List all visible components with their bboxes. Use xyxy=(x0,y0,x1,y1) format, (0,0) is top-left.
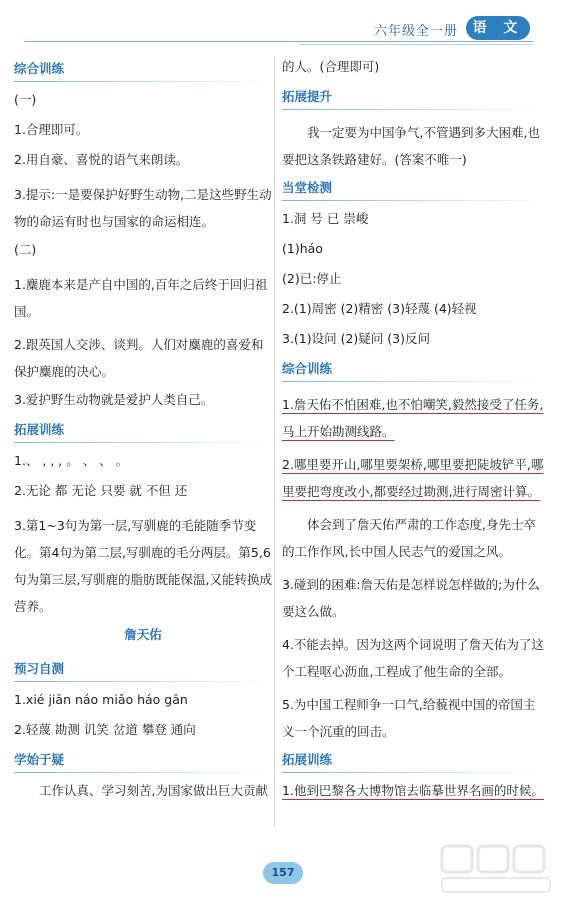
answer-line: 2.无论 都 无论 只要 就 不但 还 xyxy=(14,483,188,498)
header-rule xyxy=(24,41,533,42)
answer-line: 2.轻蔑 勘测 讥笑 岔道 攀登 通向 xyxy=(14,722,196,737)
answer-line: 3.第1~3句为第一层,写驯鹿的毛能随季节变化。第4句为第二层,写驯鹿的毛分两层。第5,6句为第三层,写驯鹿的脂肪既能保温,又能转换成营养。 xyxy=(14,518,272,614)
part-label: (二) xyxy=(14,242,37,257)
section-heading: 预习自测 xyxy=(14,660,272,681)
answer-line: (1)háo xyxy=(282,241,323,256)
watermark-icon xyxy=(438,840,556,898)
right-column xyxy=(282,58,544,812)
answer-line: 1.洞 号 已 崇峻 xyxy=(282,211,369,226)
answer-line: 我一定要为中国争气,不管遇到多大困难,也要把这条铁路建好。(答案不唯一) xyxy=(282,125,540,167)
section-heading: 综合训练 xyxy=(14,60,272,81)
answer-line: 1.、 , , , 。 、 、 。 xyxy=(14,453,129,468)
answer-line: 4.不能去掉。因为这两个词说明了詹天佑为了这个工程呕心沥血,工程成了他生命的全部。 xyxy=(282,637,544,679)
answer-line: 1.合理即可。 xyxy=(14,122,89,137)
section-heading: 拓展训练 xyxy=(282,751,544,772)
section-heading: 学始于疑 xyxy=(14,751,272,772)
underlined-answer: 1.詹天佑不怕困难,也不怕嘲笑,毅然接受了任务,马上开始勘测线路。 xyxy=(282,397,544,439)
section-heading: 综合训练 xyxy=(282,360,544,381)
answer-line: 5.为中国工程师争一口气,给藐视中国的帝国主义一个沉重的回击。 xyxy=(282,697,536,739)
page-number: 157 xyxy=(263,862,303,884)
answer-line: 的人。(合理即可) xyxy=(282,59,380,74)
grade-label: 六年级全一册 xyxy=(374,24,459,39)
header-rule-secondary xyxy=(300,44,533,45)
answer-line: 2.用自豪、喜悦的语气来朗读。 xyxy=(14,152,189,167)
answer-line: 3.爱护野生动物就是爱护人类自己。 xyxy=(14,392,214,407)
answer-line: (2)已:停止 xyxy=(282,271,342,286)
section-heading: 当堂检测 xyxy=(282,179,544,200)
answer-line: 体会到了詹天佑严肃的工作态度,身先士卒的工作作风,长中国人民志气的爱国之风。 xyxy=(282,517,536,559)
answer-line: 2.跟英国人交涉、谈判。人们对麋鹿的喜爱和保护麋鹿的决心。 xyxy=(14,337,264,379)
underlined-answer: 1.他到巴黎各大博物馆去临摹世界名画的时候。 xyxy=(282,783,544,798)
underlined-answer: 2.哪里要开山,哪里要架桥,哪里要把陡坡铲平,哪里要把弯度改小,都要经过勘测,进行周密计算。 xyxy=(282,457,544,499)
answer-line: 3.(1)设问 (2)疑问 (3)反问 xyxy=(282,331,430,346)
answer-line: 工作认真、学习刻苦,为国家做出巨大贡献 xyxy=(39,783,268,798)
part-label: (一) xyxy=(14,92,37,107)
section-heading: 拓展提升 xyxy=(282,88,544,109)
answer-line: 1.麋鹿本来是产自中国的,百年之后终于回归祖国。 xyxy=(14,277,268,319)
section-heading: 拓展训练 xyxy=(14,421,272,442)
answer-line: 3.提示:一是要保护好野生动物,二是这些野生动物的命运有时也与国家的命运相连。 xyxy=(14,187,272,229)
left-column xyxy=(14,58,272,812)
answer-line: 1.xié jiān náo miǎo háo gān xyxy=(14,692,188,707)
answer-line: 3.碰到的困难:詹天佑是怎样说怎样做的;为什么要这么做。 xyxy=(282,577,540,619)
column-divider xyxy=(274,56,275,826)
answer-line: 2.(1)周密 (2)精密 (3)轻蔑 (4)轻视 xyxy=(282,301,477,316)
page-header xyxy=(0,0,563,48)
subject-badge: 语 文 xyxy=(466,16,530,40)
lesson-title: 詹天佑 xyxy=(124,627,162,642)
